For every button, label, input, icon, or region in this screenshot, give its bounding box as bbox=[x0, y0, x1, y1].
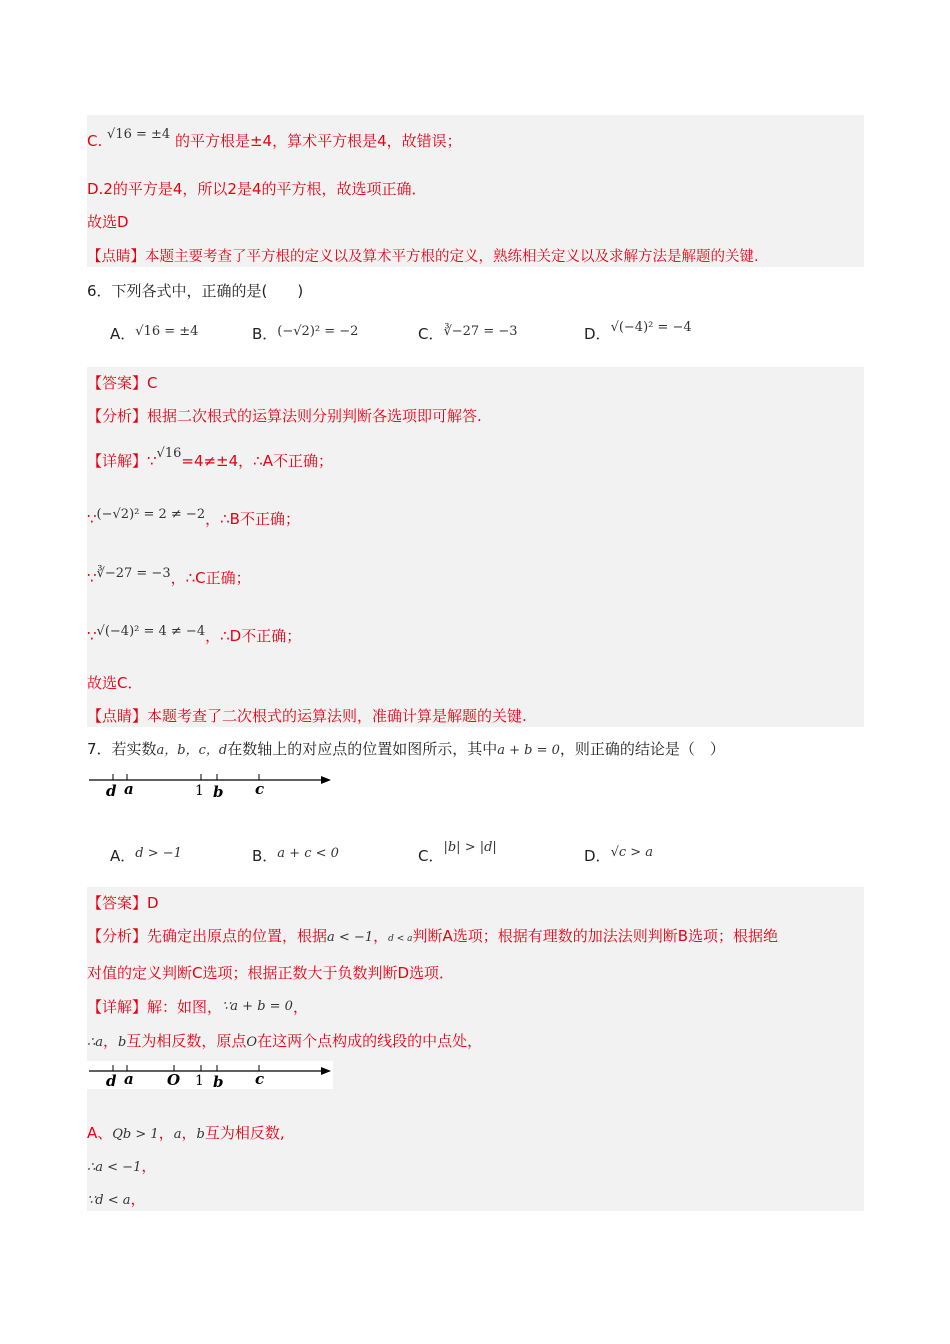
detail-math: (−√2)² = 2 ≠ −2 bbox=[96, 507, 206, 522]
c-line bbox=[87, 127, 462, 151]
option-math: √(−4)² = −4 bbox=[610, 320, 692, 335]
q7-step-therefore bbox=[87, 1155, 156, 1176]
detail-label: 【详解】∵ bbox=[87, 452, 157, 470]
label-d: d bbox=[106, 782, 117, 800]
q7-step-because bbox=[87, 1188, 146, 1209]
step-sep: ， bbox=[158, 1124, 174, 1142]
option-math: d > −1 bbox=[135, 846, 182, 861]
step-text: 互为相反数, bbox=[204, 1124, 285, 1142]
label-1: 1 bbox=[195, 1073, 204, 1089]
option-letter: D． bbox=[584, 847, 611, 865]
because-sign: ∵ bbox=[87, 627, 97, 645]
detail-text: 互为相反数，原点 bbox=[126, 1032, 247, 1050]
option-letter: B． bbox=[252, 325, 278, 343]
detail-sep: ， bbox=[103, 1032, 119, 1050]
analysis-math: a < −1 bbox=[327, 930, 374, 945]
q6-stem: 6．下列各式中，正确的是( ) bbox=[87, 282, 304, 300]
q7-option-b bbox=[252, 845, 339, 866]
q6-comment: 【点睛】本题考查了二次根式的运算法则，准确计算是解题的关键. bbox=[87, 707, 527, 725]
label-c: c bbox=[255, 780, 265, 798]
q7-detail-1 bbox=[87, 996, 308, 1017]
step-var: b bbox=[196, 1127, 205, 1142]
analysis-part: 判断A选项；根据有理数的加法法则判断B选项；根据绝 bbox=[412, 927, 779, 945]
detail-text: ，∴D不正确； bbox=[205, 627, 302, 645]
label-b: b bbox=[213, 1073, 224, 1089]
origin-var: O bbox=[246, 1035, 258, 1050]
detail-math: ∵a + b = 0 bbox=[222, 999, 293, 1014]
detail-text: ，∴B不正确； bbox=[205, 510, 300, 528]
q6-answer: 【答案】C bbox=[87, 374, 158, 392]
choose-line-1: 故选D bbox=[87, 213, 129, 231]
step-math: ∴a < −1 bbox=[87, 1160, 142, 1175]
option-math: |b| > |d| bbox=[443, 840, 497, 855]
option-math: √c > a bbox=[610, 845, 654, 860]
q6-detail-2 bbox=[87, 508, 300, 529]
stem-part: 在数轴上的对应点的位置如图所示，其中 bbox=[227, 740, 498, 758]
option-letter: A． bbox=[110, 325, 136, 343]
analysis-part: 【分析】先确定出原点的位置，根据 bbox=[87, 927, 328, 945]
detail-var: b bbox=[118, 1035, 127, 1050]
d-line: D.2的平方是4，所以2是4的平方根，故选项正确． bbox=[87, 180, 427, 198]
label-1: 1 bbox=[195, 783, 204, 799]
option-letter: C． bbox=[418, 325, 444, 343]
q6-analysis: 【分析】根据二次根式的运算法则分别判断各选项即可解答. bbox=[87, 407, 482, 425]
label-a: a bbox=[124, 1070, 134, 1088]
c-math: √16 = ±4 bbox=[107, 127, 171, 142]
q7-option-d bbox=[584, 845, 653, 866]
comment-line-1: 【点睛】本题主要考查了平方根的定义以及算术平方根的定义，熟练相关定义以及求解方法是解题的关键. bbox=[87, 249, 759, 265]
detail-math: ∛−27 = −3 bbox=[96, 566, 171, 581]
q7-answer: 【答案】D bbox=[87, 894, 159, 912]
q6-option-d bbox=[584, 320, 692, 344]
q6-detail-3 bbox=[87, 567, 251, 588]
detail-math: √(−4)² = 4 ≠ −4 bbox=[96, 624, 206, 639]
step-sep: ， bbox=[130, 1190, 146, 1208]
label-c: c bbox=[255, 1070, 265, 1088]
stem-part: ，则正确的结论是（ ） bbox=[559, 740, 725, 758]
option-letter: C． bbox=[418, 847, 444, 865]
number-line-2 bbox=[87, 1061, 333, 1089]
step-var: a bbox=[173, 1127, 182, 1142]
q6-option-c bbox=[418, 323, 518, 344]
option-letter: D． bbox=[584, 325, 611, 343]
option-math: ∛−27 = −3 bbox=[443, 324, 518, 339]
analysis-sep: ， bbox=[373, 927, 389, 945]
c-text: 的平方根是±4，算术平方根是4，故错误； bbox=[174, 132, 462, 150]
q7-analysis-2: 对值的定义判断C选项；根据正数大于负数判断D选项． bbox=[87, 964, 455, 982]
detail-text: 在这两个点构成的线段的中点处， bbox=[257, 1032, 483, 1050]
because-sign: ∵ bbox=[87, 510, 97, 528]
q6-detail-1 bbox=[87, 446, 333, 471]
option-math: √16 = ±4 bbox=[135, 324, 199, 339]
q7-option-a bbox=[110, 845, 182, 866]
detail-text: =4≠±4，∴A不正确； bbox=[181, 452, 333, 470]
detail-label: 【详解】解：如图， bbox=[87, 998, 223, 1016]
q6-detail-4 bbox=[87, 625, 301, 646]
step-math: ∵d < a bbox=[87, 1193, 131, 1208]
q7-stem bbox=[87, 738, 725, 759]
detail-math: √16 bbox=[156, 446, 182, 461]
stem-math: a + b = 0 bbox=[497, 743, 560, 758]
option-math: (−√2)² = −2 bbox=[277, 324, 359, 339]
c-prefix: C. bbox=[87, 132, 103, 150]
label-a: a bbox=[124, 780, 134, 798]
step-sep: ， bbox=[141, 1157, 157, 1175]
q7-step-a bbox=[87, 1122, 285, 1143]
detail-text: ，∴C正确； bbox=[170, 569, 251, 587]
option-letter: A． bbox=[110, 847, 136, 865]
analysis-math: d < a bbox=[388, 934, 413, 944]
because-sign: ∵ bbox=[87, 569, 97, 587]
step-math: Qb > 1 bbox=[112, 1127, 159, 1142]
q6-choose: 故选C． bbox=[87, 674, 143, 692]
option-letter: B． bbox=[252, 847, 278, 865]
detail-math: ∴a bbox=[87, 1035, 104, 1050]
q6-option-b bbox=[252, 323, 358, 344]
axis-arrow bbox=[321, 776, 331, 784]
option-math: a + c < 0 bbox=[277, 846, 339, 861]
label-b: b bbox=[213, 783, 224, 800]
q7-option-c bbox=[418, 840, 497, 866]
q6-option-a bbox=[110, 323, 198, 344]
stem-part: 7．若实数 bbox=[87, 740, 157, 758]
q7-analysis-1 bbox=[87, 925, 778, 946]
label-o: O bbox=[167, 1071, 181, 1089]
q7-detail-2 bbox=[87, 1030, 482, 1051]
step-sep: ， bbox=[181, 1124, 197, 1142]
label-d: d bbox=[106, 1072, 117, 1089]
stem-vars: a，b，c，d bbox=[156, 743, 228, 758]
detail-sep: ， bbox=[292, 998, 308, 1016]
step-label: A、 bbox=[87, 1124, 113, 1142]
number-line-1 bbox=[87, 768, 337, 800]
